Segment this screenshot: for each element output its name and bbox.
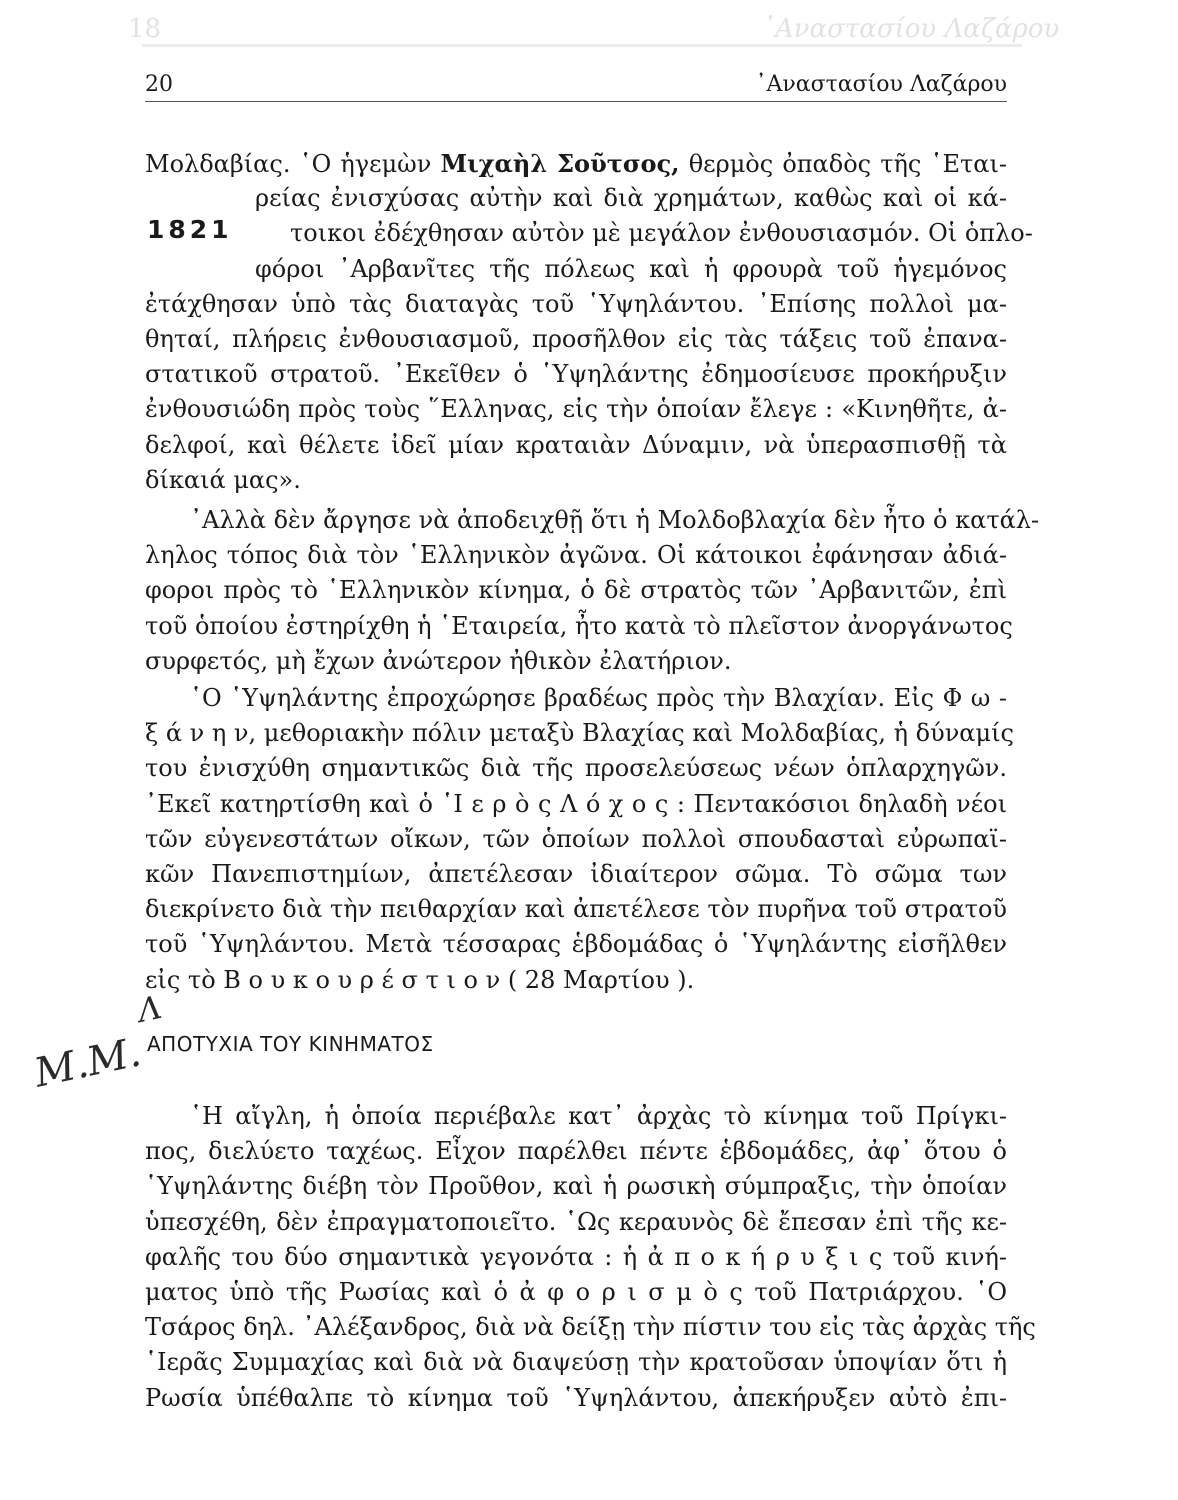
text-line: ληλος τόπος διὰ τὸν ῾Ελληνικὸν ἀγῶνα. Οἱ κάτοικοι ἐφάνησαν ἀδιά- <box>145 541 1007 570</box>
text-line: Τσάρος δηλ. ᾿Αλέξανδρος, διὰ νὰ δείξῃ τὴν πίστιν του εἰς τὰς ἀρχὰς τῆς <box>145 1313 1036 1342</box>
text-line: τοῦ ῾Υψηλάντου. Μετὰ τέσσαρας ἑβδομάδας ὁ ῾Υψηλάντης εἰσῆλθεν <box>145 930 1007 959</box>
text-line: Ρωσία ὑπέθαλπε τὸ κίνημα τοῦ ῾Υψηλάντου, ἀπεκήρυξεν αὐτὸ ἐπι- <box>145 1383 1007 1412</box>
text-line: φόροι ᾿Αρβανῖτες τῆς πόλεως καὶ ἡ φρουρὰ τοῦ ἡγεμόνος <box>255 254 1007 283</box>
text-line: ᾿Εκεῖ κατηρτίσθη καὶ ὁ ῾Ι ε ρ ὸ ς Λ ό χ ο ς : Πεντακόσιοι δηλαδὴ νέοι <box>145 789 1007 818</box>
text-line: τοικοι ἐδέχθησαν αὐτὸν μὲ μεγάλον ἐνθουσιασμόν. Οἱ ὁπλο- <box>290 219 1033 248</box>
paragraph-1 <box>145 146 1033 498</box>
text-line: δίκαιά μας». <box>145 465 301 494</box>
text-line: ματος ὑπὸ τῆς Ρωσίας καὶ ὁ ἀ φ ο ρ ι σ μ ὸ ς τοῦ Πατριάρχου. ῾Ο <box>145 1277 1007 1306</box>
paragraph-2 <box>145 503 1040 679</box>
text-line: φοροι πρὸς τὸ ῾Ελληνικὸν κίνημα, ὁ δὲ στρατὸς τῶν ᾿Αρβανιτῶν, ἐπὶ <box>145 576 1007 605</box>
paragraph-3 <box>145 681 1014 998</box>
text-line: Μολδαβίας. ῾Ο ἡγεμὼν Μιχαὴλ Σοῦτσος, θερμὸς ὀπαδὸς τῆς ῾Εται- <box>145 149 1008 178</box>
text-line: ῾Ο ῾Υψηλάντης ἐπροχώρησε βραδέως πρὸς τὴν Βλαχίαν. Εἰς Φ ω - <box>190 684 1007 712</box>
text-line: συρφετός, μὴ ἔχων ἀνώτερον ἠθικὸν ἐλατήριον. <box>145 646 732 675</box>
paragraph-4 <box>145 1099 1036 1416</box>
handwritten-annotation-side: Μ.Μ. <box>30 1029 145 1097</box>
running-head: ᾿Αναστασίου Λαζάρου <box>755 72 1007 97</box>
text-line: πος, διελύετο ταχέως. Εἶχον παρέλθει πέντε ἑβδομάδες, ἀφ᾿ ὅτου ὁ <box>145 1137 1007 1166</box>
bleed-through-rule <box>142 44 1022 47</box>
text-line: κῶν Πανεπιστημίων, ἀπετέλεσαν ἰδιαίτερον σῶμα. Τὸ σῶμα των <box>145 859 1007 888</box>
text-line: ξ ά ν η ν, μεθοριακὴν πόλιν μεταξὺ Βλαχίας καὶ Μολδαβίας, ἡ δύναμίς <box>145 719 1014 748</box>
text-line: ἐτάχθησαν ὑπὸ τὰς διαταγὰς τοῦ ῾Υψηλάντου. ᾿Επίσης πολλοὶ μα- <box>145 289 1007 318</box>
text-line: ρείας ἐνισχύσας αὐτὴν καὶ διὰ χρημάτων, καθὼς καὶ οἱ κά- <box>255 184 1007 213</box>
bleed-through-page-number: 18 <box>128 14 162 44</box>
text-line: τοῦ ὁποίου ἐστηρίχθη ἡ ῾Εταιρεία, ἦτο κατὰ τὸ πλεῖστον ἀνοργάνωτος <box>145 611 1013 640</box>
text-line: θηταί, πλήρεις ἐνθουσιασμοῦ, προσῆλθον εἰς τὰς τάξεις τοῦ ἐπανα- <box>145 324 1007 353</box>
page-number: 20 <box>145 72 173 97</box>
section-heading: ΑΠΟΤΥΧΙΑ ΤΟΥ ΚΙΝΗΜΑΤΟΣ <box>147 1032 434 1056</box>
bleed-through-running-head: ᾿Αναστασίου Λαζάρου <box>762 14 1060 44</box>
text-line: τῶν εὐγενεστάτων οἴκων, τῶν ὁποίων πολλοὶ σπουδασταὶ εὐρωπαϊ- <box>145 824 1007 853</box>
handwritten-annotation-top: Λ <box>134 988 165 1030</box>
page-header <box>145 72 1007 108</box>
text-line: του ἐνισχύθη σημαντικῶς διὰ τῆς προσελεύσεως νέων ὁπλαρχηγῶν. <box>145 754 1007 783</box>
text-line: φαλῆς του δύο σημαντικὰ γεγονότα : ἡ ἀ π ο κ ή ρ υ ξ ι ς τοῦ κινή- <box>145 1242 1007 1271</box>
text-line: δελφοί, καὶ θέλετε ἰδεῖ μίαν κραταιὰν Δύναμιν, νὰ ὑπερασπισθῇ τὰ <box>145 430 1007 459</box>
text-line: ῾Η αἴγλη, ἡ ὁποία περιέβαλε κατ᾿ ἀρχὰς τὸ κίνημα τοῦ Πρίγκι- <box>190 1102 1007 1130</box>
text-line: εἰς τὸ Β ο υ κ ο υ ρ έ σ τ ι ο ν ( 28 Μαρτίου ). <box>145 965 695 994</box>
bold-name: Μιχαὴλ Σοῦτσος, <box>440 149 680 178</box>
text-line: ῾Υψηλάντης διέβη τὸν Προῦθον, καὶ ἡ ρωσικὴ σύμπραξις, τὴν ὁποίαν <box>145 1172 1007 1201</box>
text-line: ᾿Αλλὰ δὲν ἄργησε νὰ ἀποδειχθῇ ὅτι ἡ Μολδοβλαχία δὲν ἦτο ὁ κατάλ- <box>190 506 1040 534</box>
text-line: διεκρίνετο διὰ τὴν πειθαρχίαν καὶ ἀπετέλεσε τὸν πυρῆνα τοῦ στρατοῦ <box>145 895 1007 924</box>
text-line: ῾Ιερᾶς Συμμαχίας καὶ διὰ νὰ διαψεύσῃ τὴν κρατοῦσαν ὑποψίαν ὅτι ἡ <box>145 1348 1007 1377</box>
text-line: ἐνθουσιώδη πρὸς τοὺς ῞Ελληνας, εἰς τὴν ὁποίαν ἔλεγε : «Κινηθῆτε, ἀ- <box>145 395 1007 424</box>
text-line: στατικοῦ στρατοῦ. ᾿Εκεῖθεν ὁ ῾Υψηλάντης ἐδημοσίευσε προκήρυξιν <box>145 360 1007 389</box>
header-rule <box>145 101 1007 102</box>
text-line: ὑπεσχέθη, δὲν ἐπραγματοποιεῖτο. ῾Ως κεραυνὸς δὲ ἔπεσαν ἐπὶ τῆς κε- <box>145 1207 1007 1236</box>
margin-year: 1821 <box>147 215 233 244</box>
